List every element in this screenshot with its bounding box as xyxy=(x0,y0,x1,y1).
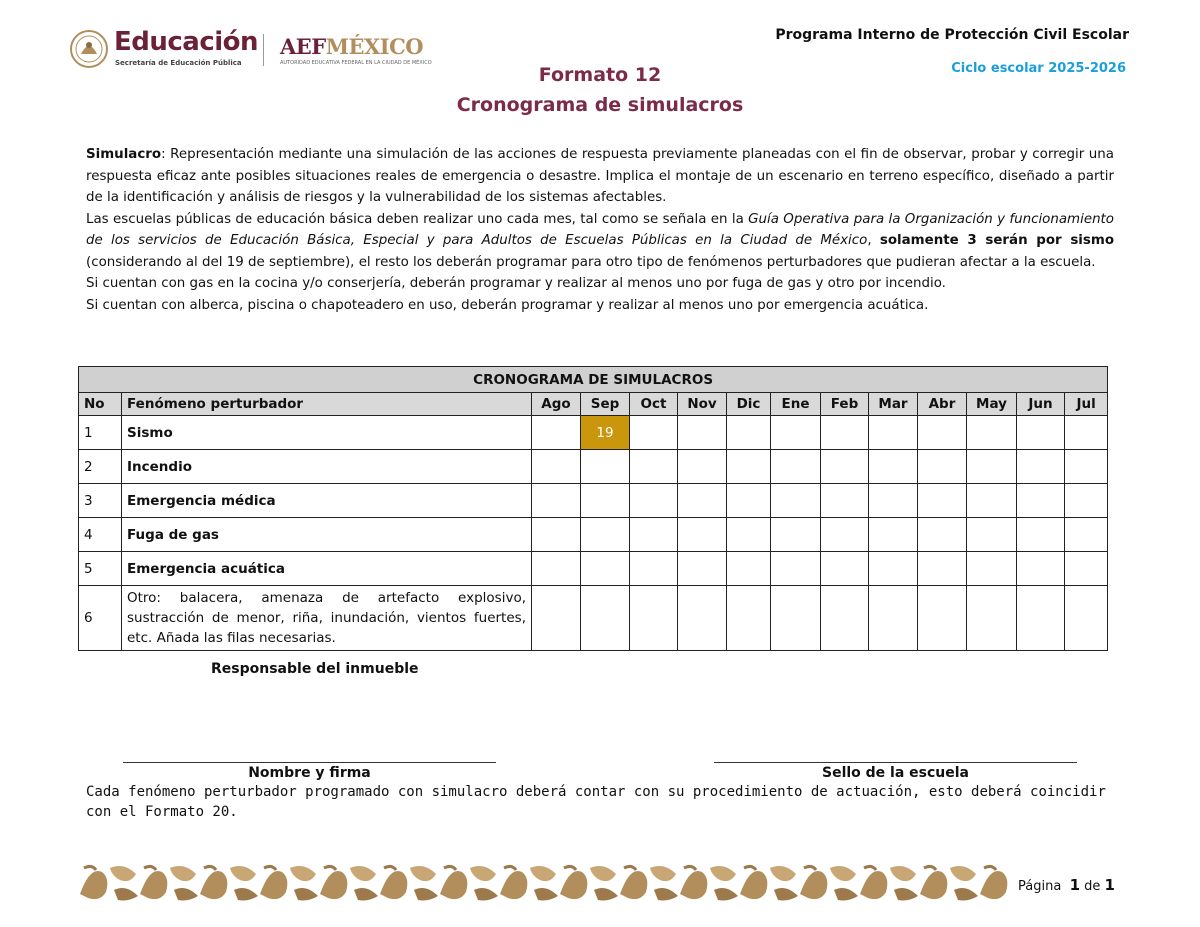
phenomenon-name: Sismo xyxy=(122,416,532,450)
month-cell[interactable] xyxy=(581,450,630,484)
education-logo-text: Educación xyxy=(114,27,259,57)
month-cell[interactable] xyxy=(581,484,630,518)
month-cell[interactable] xyxy=(678,518,727,552)
month-cell[interactable] xyxy=(918,552,967,586)
month-cell[interactable] xyxy=(918,450,967,484)
month-cell[interactable] xyxy=(727,518,771,552)
month-cell[interactable] xyxy=(869,450,918,484)
column-header-month: Jun xyxy=(1017,393,1065,416)
month-cell[interactable] xyxy=(1065,450,1108,484)
month-cell[interactable] xyxy=(771,552,821,586)
row-number: 2 xyxy=(79,450,122,484)
month-cell[interactable] xyxy=(1065,518,1108,552)
table-row xyxy=(79,552,1108,586)
row-number: 6 xyxy=(79,586,122,651)
month-cell[interactable] xyxy=(630,518,678,552)
month-cell[interactable] xyxy=(869,586,918,651)
intro-paragraph-requirement: Las escuelas públicas de educación básica deben realizar uno cada mes, tal como se señala en la Guía Operativa para la Organización y funcionamiento de los servicios de Educación Básica, Especial y para Adultos de Escuelas Públicas en la Ciudad de México, solamente 3 serán por sismo (considerando al del 19 de septiembre), el resto los deberán programar para otro tipo de fenómenos perturbadores que pudieran afectar a la escuela. xyxy=(86,211,1115,270)
month-cell[interactable] xyxy=(727,484,771,518)
month-cell[interactable] xyxy=(821,586,869,651)
month-cell[interactable] xyxy=(1065,586,1108,651)
month-cell[interactable] xyxy=(532,416,581,450)
phenomenon-name: Emergencia acuática xyxy=(122,552,532,586)
month-cell[interactable] xyxy=(771,416,821,450)
month-cell[interactable] xyxy=(1017,484,1065,518)
month-cell[interactable] xyxy=(967,552,1017,586)
month-cell[interactable] xyxy=(630,416,678,450)
intro-text xyxy=(86,144,1114,316)
intro-paragraph-pool: Si cuentan con alberca, piscina o chapoteadero en uso, deberán programar y realizar al menos uno por emergencia acuática. xyxy=(86,297,929,313)
month-cell[interactable] xyxy=(967,450,1017,484)
logo-divider xyxy=(263,34,264,66)
month-cell[interactable] xyxy=(678,586,727,651)
month-cell[interactable] xyxy=(821,416,869,450)
aef-logo-text: AEFMÉXICO xyxy=(280,34,424,59)
intro-paragraph-definition: Simulacro: Representación mediante una simulación de las acciones de respuesta previamente planeadas con el fin de observar, probar y corregir una respuesta eficaz ante posibles situaciones reales de emergencia o desastre. Implica el montaje de un escenario en terreno específico, diseñado a partir de la identificación y análisis de riesgos y la vulnerabilidad de los sistemas afectables. xyxy=(86,147,1114,205)
month-cell[interactable] xyxy=(581,552,630,586)
month-cell[interactable] xyxy=(1065,416,1108,450)
phenomenon-name: Otro: balacera, amenaza de artefacto explosivo, sustracción de menor, riña, inundación, vientos fuertes, etc. Añada las filas necesarias. xyxy=(122,586,532,651)
month-cell[interactable] xyxy=(1017,518,1065,552)
month-cell[interactable] xyxy=(869,552,918,586)
signature-line-seal xyxy=(714,762,1077,763)
column-header-month: Oct xyxy=(630,393,678,416)
column-header-phenomenon: Fenómeno perturbador xyxy=(122,393,532,416)
month-cell[interactable] xyxy=(967,518,1017,552)
scheduled-drill-cell[interactable]: 19 xyxy=(581,416,630,450)
month-cell[interactable] xyxy=(532,586,581,651)
column-header-month: Ago xyxy=(532,393,581,416)
education-logo-subtitle: Secretaría de Educación Pública xyxy=(115,59,242,67)
row-number: 3 xyxy=(79,484,122,518)
month-cell[interactable] xyxy=(727,552,771,586)
month-cell[interactable] xyxy=(630,586,678,651)
month-cell[interactable] xyxy=(727,416,771,450)
table-row xyxy=(79,484,1108,518)
month-cell[interactable] xyxy=(1017,416,1065,450)
month-cell[interactable] xyxy=(869,518,918,552)
month-cell[interactable] xyxy=(1017,450,1065,484)
row-number: 1 xyxy=(79,416,122,450)
month-cell[interactable] xyxy=(532,552,581,586)
month-cell[interactable] xyxy=(678,416,727,450)
column-header-month: Mar xyxy=(869,393,918,416)
month-cell[interactable] xyxy=(678,450,727,484)
column-header-month: Ene xyxy=(771,393,821,416)
table-title: CRONOGRAMA DE SIMULACROS xyxy=(79,367,1108,393)
footnote: Cada fenómeno perturbador programado con simulacro deberá contar con su procedimiento de actuación, esto deberá coincidir con el Formato 20. xyxy=(86,784,1106,820)
month-cell[interactable] xyxy=(1065,552,1108,586)
column-header-month: May xyxy=(967,393,1017,416)
aef-logo-subtitle: AUTORIDAD EDUCATIVA FEDERAL EN LA CIUDAD DE MÉXICO xyxy=(280,60,432,66)
responsible-label: Responsable del inmueble xyxy=(211,661,419,677)
month-cell[interactable] xyxy=(1017,552,1065,586)
column-header-month: Abr xyxy=(918,393,967,416)
month-cell[interactable] xyxy=(771,484,821,518)
column-header-month: Feb xyxy=(821,393,869,416)
national-seal-icon xyxy=(70,30,108,68)
document-title: Cronograma de simulacros xyxy=(456,94,744,116)
month-cell[interactable] xyxy=(918,416,967,450)
month-cell[interactable] xyxy=(821,518,869,552)
row-number: 5 xyxy=(79,552,122,586)
month-cell[interactable] xyxy=(678,552,727,586)
table-row xyxy=(79,586,1108,651)
month-cell[interactable] xyxy=(771,586,821,651)
month-cell[interactable] xyxy=(630,450,678,484)
month-cell[interactable] xyxy=(630,552,678,586)
month-cell[interactable] xyxy=(967,484,1017,518)
month-cell[interactable] xyxy=(727,450,771,484)
signature-line-name xyxy=(123,762,496,763)
month-cell[interactable] xyxy=(821,450,869,484)
month-cell[interactable] xyxy=(532,450,581,484)
column-header-month: Dic xyxy=(727,393,771,416)
school-cycle: Ciclo escolar 2025-2026 xyxy=(951,61,1126,76)
month-cell[interactable] xyxy=(918,518,967,552)
page-number: Página 1 de 1 xyxy=(1018,876,1115,894)
intro-paragraph-gas: Si cuentan con gas en la cocina y/o conserjería, deberán programar y realizar al menos uno por fuga de gas y otro por incendio. xyxy=(86,276,946,291)
month-cell[interactable] xyxy=(678,484,727,518)
month-cell[interactable] xyxy=(630,484,678,518)
month-cell[interactable] xyxy=(532,518,581,552)
month-cell[interactable] xyxy=(918,586,967,651)
month-cell[interactable] xyxy=(869,416,918,450)
name-signature-label: Nombre y firma xyxy=(248,765,371,781)
month-cell[interactable] xyxy=(869,484,918,518)
phenomenon-name: Incendio xyxy=(122,450,532,484)
month-cell[interactable] xyxy=(918,484,967,518)
column-header-month: Nov xyxy=(678,393,727,416)
phenomenon-name: Fuga de gas xyxy=(122,518,532,552)
month-cell[interactable] xyxy=(727,586,771,651)
month-cell[interactable] xyxy=(1065,484,1108,518)
table-row xyxy=(79,450,1108,484)
month-cell[interactable] xyxy=(1017,586,1065,651)
month-cell[interactable] xyxy=(967,586,1017,651)
phenomenon-name: Emergencia médica xyxy=(122,484,532,518)
program-title: Programa Interno de Protección Civil Escolar xyxy=(775,27,1129,43)
row-number: 4 xyxy=(79,518,122,552)
column-header-month: Jul xyxy=(1065,393,1108,416)
month-cell[interactable] xyxy=(581,518,630,552)
table-row xyxy=(79,416,1108,450)
school-seal-label: Sello de la escuela xyxy=(821,765,969,781)
column-header-no: No xyxy=(79,393,122,416)
month-cell[interactable] xyxy=(821,484,869,518)
month-cell[interactable] xyxy=(967,416,1017,450)
column-header-month: Sep xyxy=(581,393,630,416)
format-title: Formato 12 xyxy=(538,64,662,86)
decorative-band xyxy=(80,862,1010,902)
month-cell[interactable] xyxy=(821,552,869,586)
table-row xyxy=(79,518,1108,552)
month-cell[interactable] xyxy=(771,518,821,552)
month-cell[interactable] xyxy=(771,450,821,484)
month-cell[interactable] xyxy=(581,586,630,651)
drill-schedule-table xyxy=(78,366,1108,651)
month-cell[interactable] xyxy=(532,484,581,518)
